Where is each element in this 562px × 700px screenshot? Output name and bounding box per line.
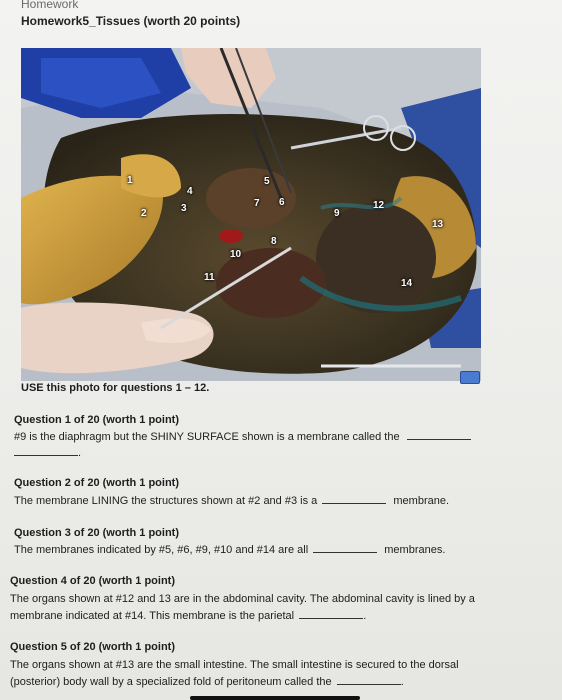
photo-label-14: 14 — [401, 278, 413, 289]
question-3-text — [14, 541, 445, 558]
photo-label-6: 6 — [279, 197, 285, 208]
photo-label-8: 8 — [271, 236, 277, 247]
question-2-prompt: The membrane LINING the structures shown at #2 and #3 is a — [14, 495, 318, 507]
question-5-line-1: The organs shown at #13 are the small intestine. The small intestine is secured to the dorsal — [10, 659, 459, 671]
question-4-prompt: membrane indicated at #14. This membrane is the parietal — [10, 610, 295, 622]
question-2-suffix: membrane. — [393, 495, 450, 507]
question-4-blank[interactable] — [299, 607, 363, 619]
dissection-photo-image — [21, 48, 481, 381]
photo-label-13: 13 — [432, 219, 444, 230]
question-1-text — [14, 428, 471, 445]
question-3-blank[interactable] — [313, 541, 377, 553]
home-indicator-bar — [190, 696, 360, 700]
question-3-heading: Question 3 of 20 (worth 1 point) — [14, 527, 179, 539]
photo-label-11: 11 — [204, 272, 215, 283]
question-1-prompt: #9 is the diaphragm but the SHINY SURFACE shown is a membrane called the — [14, 431, 400, 443]
photo-label-5: 5 — [264, 176, 270, 187]
question-2-text — [14, 492, 449, 509]
photo-label-7: 7 — [254, 198, 260, 209]
question-1-period: . — [78, 447, 82, 459]
image-expand-icon[interactable] — [460, 371, 480, 384]
question-5-prompt: (posterior) body wall by a specialized fold of peritoneum called the — [10, 676, 332, 688]
page-title: Homework5_Tissues (worth 20 points) — [21, 14, 241, 28]
question-5-blank[interactable] — [337, 673, 401, 685]
photo-label-2: 2 — [141, 208, 147, 219]
question-1-heading: Question 1 of 20 (worth 1 point) — [14, 414, 179, 426]
photo-label-10: 10 — [230, 249, 242, 260]
question-4-line-1: The organs shown at #12 and 13 are in the abdominal cavity. The abdominal cavity is lined by a — [10, 593, 475, 605]
question-2-blank[interactable] — [322, 492, 386, 504]
question-5-heading: Question 5 of 20 (worth 1 point) — [10, 641, 175, 653]
question-4-line-2 — [10, 607, 366, 624]
photo-label-9: 9 — [334, 208, 340, 219]
dissection-photo — [21, 48, 481, 381]
question-3-prompt: The membranes indicated by #5, #6, #9, #10 and #14 are all — [14, 544, 309, 556]
question-1-blank-a[interactable] — [407, 428, 471, 440]
photo-label-12: 12 — [373, 200, 385, 211]
question-5-period: . — [400, 676, 404, 688]
photo-caption: USE this photo for questions 1 – 12. — [21, 382, 210, 394]
question-4-heading: Question 4 of 20 (worth 1 point) — [10, 575, 175, 587]
question-1-blank-b[interactable] — [14, 444, 78, 456]
photo-label-1: 1 — [127, 175, 133, 186]
photo-label-4: 4 — [187, 186, 193, 197]
question-4-period: . — [363, 610, 367, 622]
question-2-heading: Question 2 of 20 (worth 1 point) — [14, 477, 179, 489]
question-1-continuation — [14, 444, 81, 461]
photo-label-3: 3 — [181, 203, 187, 214]
question-5-line-2 — [10, 673, 404, 690]
question-3-suffix: membranes. — [384, 544, 446, 556]
breadcrumb[interactable]: Homework — [21, 0, 79, 11]
